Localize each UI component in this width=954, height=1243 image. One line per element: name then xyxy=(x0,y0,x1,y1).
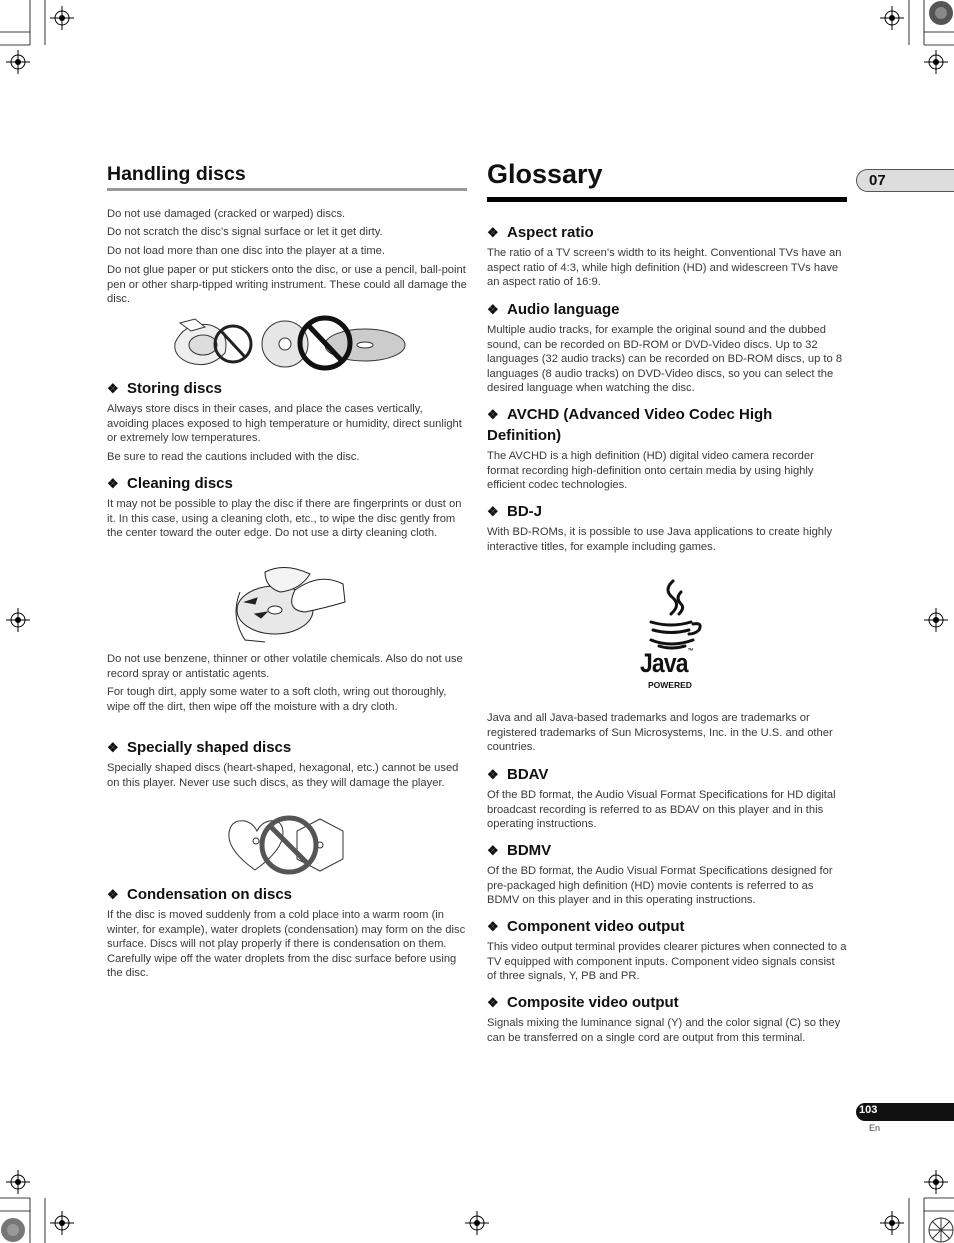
glossary-title: Glossary xyxy=(487,159,603,189)
chapter-tab xyxy=(856,169,954,192)
page-number-tab xyxy=(856,1103,954,1121)
registration-mark-icon xyxy=(6,1170,30,1194)
heading-text: Audio language xyxy=(507,301,620,318)
diamond-bullet-icon: ❖ xyxy=(487,407,499,422)
registration-mark-icon xyxy=(50,1211,74,1235)
heading-text: Aspect ratio xyxy=(507,224,594,241)
page-number: 103 xyxy=(859,1104,878,1116)
registration-mark-icon xyxy=(880,6,904,30)
intro-line-3: Do not load more than one disc into the player at a time. xyxy=(107,245,385,257)
registration-mark-icon xyxy=(924,1170,948,1194)
java-logo xyxy=(632,578,712,693)
diamond-bullet-icon: ❖ xyxy=(487,302,499,317)
chapter-number: 07 xyxy=(869,172,886,189)
heading-text: BDAV xyxy=(507,766,549,783)
storing-discs-heading xyxy=(107,378,467,399)
glossary-heading-aspect-ratio xyxy=(487,222,847,243)
glossary-text-bd-j: With BD-ROMs, it is possible to use Java applications to create highly interactive titles, for example including games. xyxy=(487,526,833,553)
registration-mark-icon xyxy=(880,1211,904,1235)
java-word: Java xyxy=(640,648,688,678)
diamond-bullet-icon: ❖ xyxy=(487,767,499,782)
glossary-heading-component-video xyxy=(487,916,847,937)
diamond-bullet-icon: ❖ xyxy=(107,381,119,396)
glossary-rule xyxy=(487,197,847,202)
glossary-text-audio-language: Multiple audio tracks, for example the original sound and the dubbed sound, can be recorded on BD-ROM or DVD-Video discs. Up to 32 languages (32 audio tracks) can be recorded on BD-ROM discs, up to 8 languages (8 audio tracks) on DVD-Video discs, so you can select the desired language when watching the disc. xyxy=(487,324,843,395)
specially-shaped-heading-text: Specially shaped discs xyxy=(127,739,292,756)
registration-mark-icon xyxy=(50,6,74,30)
diamond-bullet-icon: ❖ xyxy=(487,995,499,1010)
disc-handling-illustration xyxy=(165,313,410,373)
glossary-text-composite-video: Signals mixing the luminance signal (Y) and the color signal (C) so they can be transferred on a single cord are output from this terminal. xyxy=(487,1017,841,1044)
color-target-icon xyxy=(0,1217,26,1243)
glossary-heading-bd-j xyxy=(487,501,847,522)
handling-discs-title: Handling discs xyxy=(107,163,246,185)
glossary-heading-audio-language xyxy=(487,299,847,320)
diamond-bullet-icon: ❖ xyxy=(487,225,499,240)
language-label: En xyxy=(869,1123,881,1133)
cleaning-p2: Do not use benzene, thinner or other volatile chemicals. Also do not use record spray or antistatic agents. xyxy=(107,653,463,680)
heading-text: BD-J xyxy=(507,503,543,520)
condensation-p1: If the disc is moved suddenly from a cold place into a warm room (in winter, for example), water droplets (condensation) may form on the disc surface. Discs will not play properly if there is condensation on them. Carefully wipe off the water droplets from the disc surface before using the disc. xyxy=(107,909,466,980)
storing-discs-heading-text: Storing discs xyxy=(127,380,223,397)
registration-mark-icon xyxy=(6,50,30,74)
condensation-heading xyxy=(107,884,467,905)
trademark-symbol: ™ xyxy=(687,648,693,655)
cleaning-discs-heading xyxy=(107,473,467,494)
glossary-heading-avchd xyxy=(487,404,847,446)
registration-mark-icon xyxy=(924,608,948,632)
heading-text: AVCHD (Advanced Video Codec High Definition) xyxy=(487,406,773,444)
special-p1: Specially shaped discs (heart-shaped, hexagonal, etc.) cannot be used on this player. Never use such discs, as they will damage the player. xyxy=(107,762,459,789)
cleaning-p3: For tough dirt, apply some water to a soft cloth, wring out thoroughly, wipe off the dirt, then wipe off the moisture with a dry cloth. xyxy=(107,686,447,713)
color-target-icon xyxy=(928,1217,954,1243)
shaped-discs-illustration xyxy=(225,815,350,877)
glossary-heading-composite-video xyxy=(487,992,847,1013)
heading-text: Composite video output xyxy=(507,994,679,1011)
cleaning-p1: It may not be possible to play the disc if there are fingerprints or dust on it. In this case, using a cleaning cloth, etc., to wipe the disc gently from the center toward the outer edge. Do not use a dirty cleaning cloth. xyxy=(107,498,462,540)
glossary-text-avchd: The AVCHD is a high definition (HD) digital video camera recorder format recording high-definition onto certain media by using highly efficient codec technologies. xyxy=(487,450,814,492)
glossary-text-bdav: Of the BD format, the Audio Visual Format Specifications for HD digital broadcast recording is referred to as BDAV on this player and in this operating instructions. xyxy=(487,789,836,831)
java-cup-icon xyxy=(637,578,707,650)
specially-shaped-heading xyxy=(107,737,467,758)
registration-mark-icon xyxy=(924,50,948,74)
registration-mark-icon xyxy=(465,1211,489,1235)
diamond-bullet-icon: ❖ xyxy=(107,476,119,491)
glossary-text-bdmv: Of the BD format, the Audio Visual Format Specifications designed for pre-packaged high definition (HD) movie contents is referred to as BDMV on this player and in this operating instructions. xyxy=(487,865,833,907)
intro-line-4: Do not glue paper or put stickers onto the disc, or use a pencil, ball-point pen or other sharp-tipped writing instrument. These could all damage the disc. xyxy=(107,264,467,306)
storing-p2: Be sure to read the cautions included with the disc. xyxy=(107,451,360,463)
storing-p1: Always store discs in their cases, and place the cases vertically, avoiding places exposed to high temperature or humidity, direct sunlight or extremely low temperatures. xyxy=(107,403,462,445)
glossary-heading-bdmv xyxy=(487,840,847,861)
condensation-heading-text: Condensation on discs xyxy=(127,886,293,903)
diamond-bullet-icon: ❖ xyxy=(107,740,119,755)
glossary-heading-bdav xyxy=(487,764,847,785)
title-rule xyxy=(107,188,467,191)
diamond-bullet-icon: ❖ xyxy=(107,887,119,902)
hand-disc-icon xyxy=(225,562,350,648)
heading-text: BDMV xyxy=(507,842,552,859)
color-target-icon xyxy=(928,0,954,26)
registration-mark-icon xyxy=(6,608,30,632)
intro-line-2: Do not scratch the disc’s signal surface or let it get dirty. xyxy=(107,226,383,238)
java-powered: POWERED xyxy=(648,680,692,690)
diamond-bullet-icon: ❖ xyxy=(487,504,499,519)
diamond-bullet-icon: ❖ xyxy=(487,843,499,858)
glossary-text-aspect-ratio: The ratio of a TV screen’s width to its height. Conventional TVs have an aspect ratio of 4:3, while high definition (HD) and widescreen TVs have an aspect ratio of 16:9. xyxy=(487,247,842,289)
java-trademark-note: Java and all Java-based trademarks and logos are trademarks or registered trademarks of Sun Microsystems, Inc. in the U.S. and other countries. xyxy=(487,712,833,754)
intro-line-1: Do not use damaged (cracked or warped) discs. xyxy=(107,208,346,220)
cleaning-discs-heading-text: Cleaning discs xyxy=(127,475,233,492)
heading-text: Component video output xyxy=(507,918,685,935)
glossary-text-component-video: This video output terminal provides clearer pictures when connected to a TV equipped with component inputs. Component video signals consist of three signals, Y, PB and PR. xyxy=(487,941,847,983)
diamond-bullet-icon: ❖ xyxy=(487,919,499,934)
